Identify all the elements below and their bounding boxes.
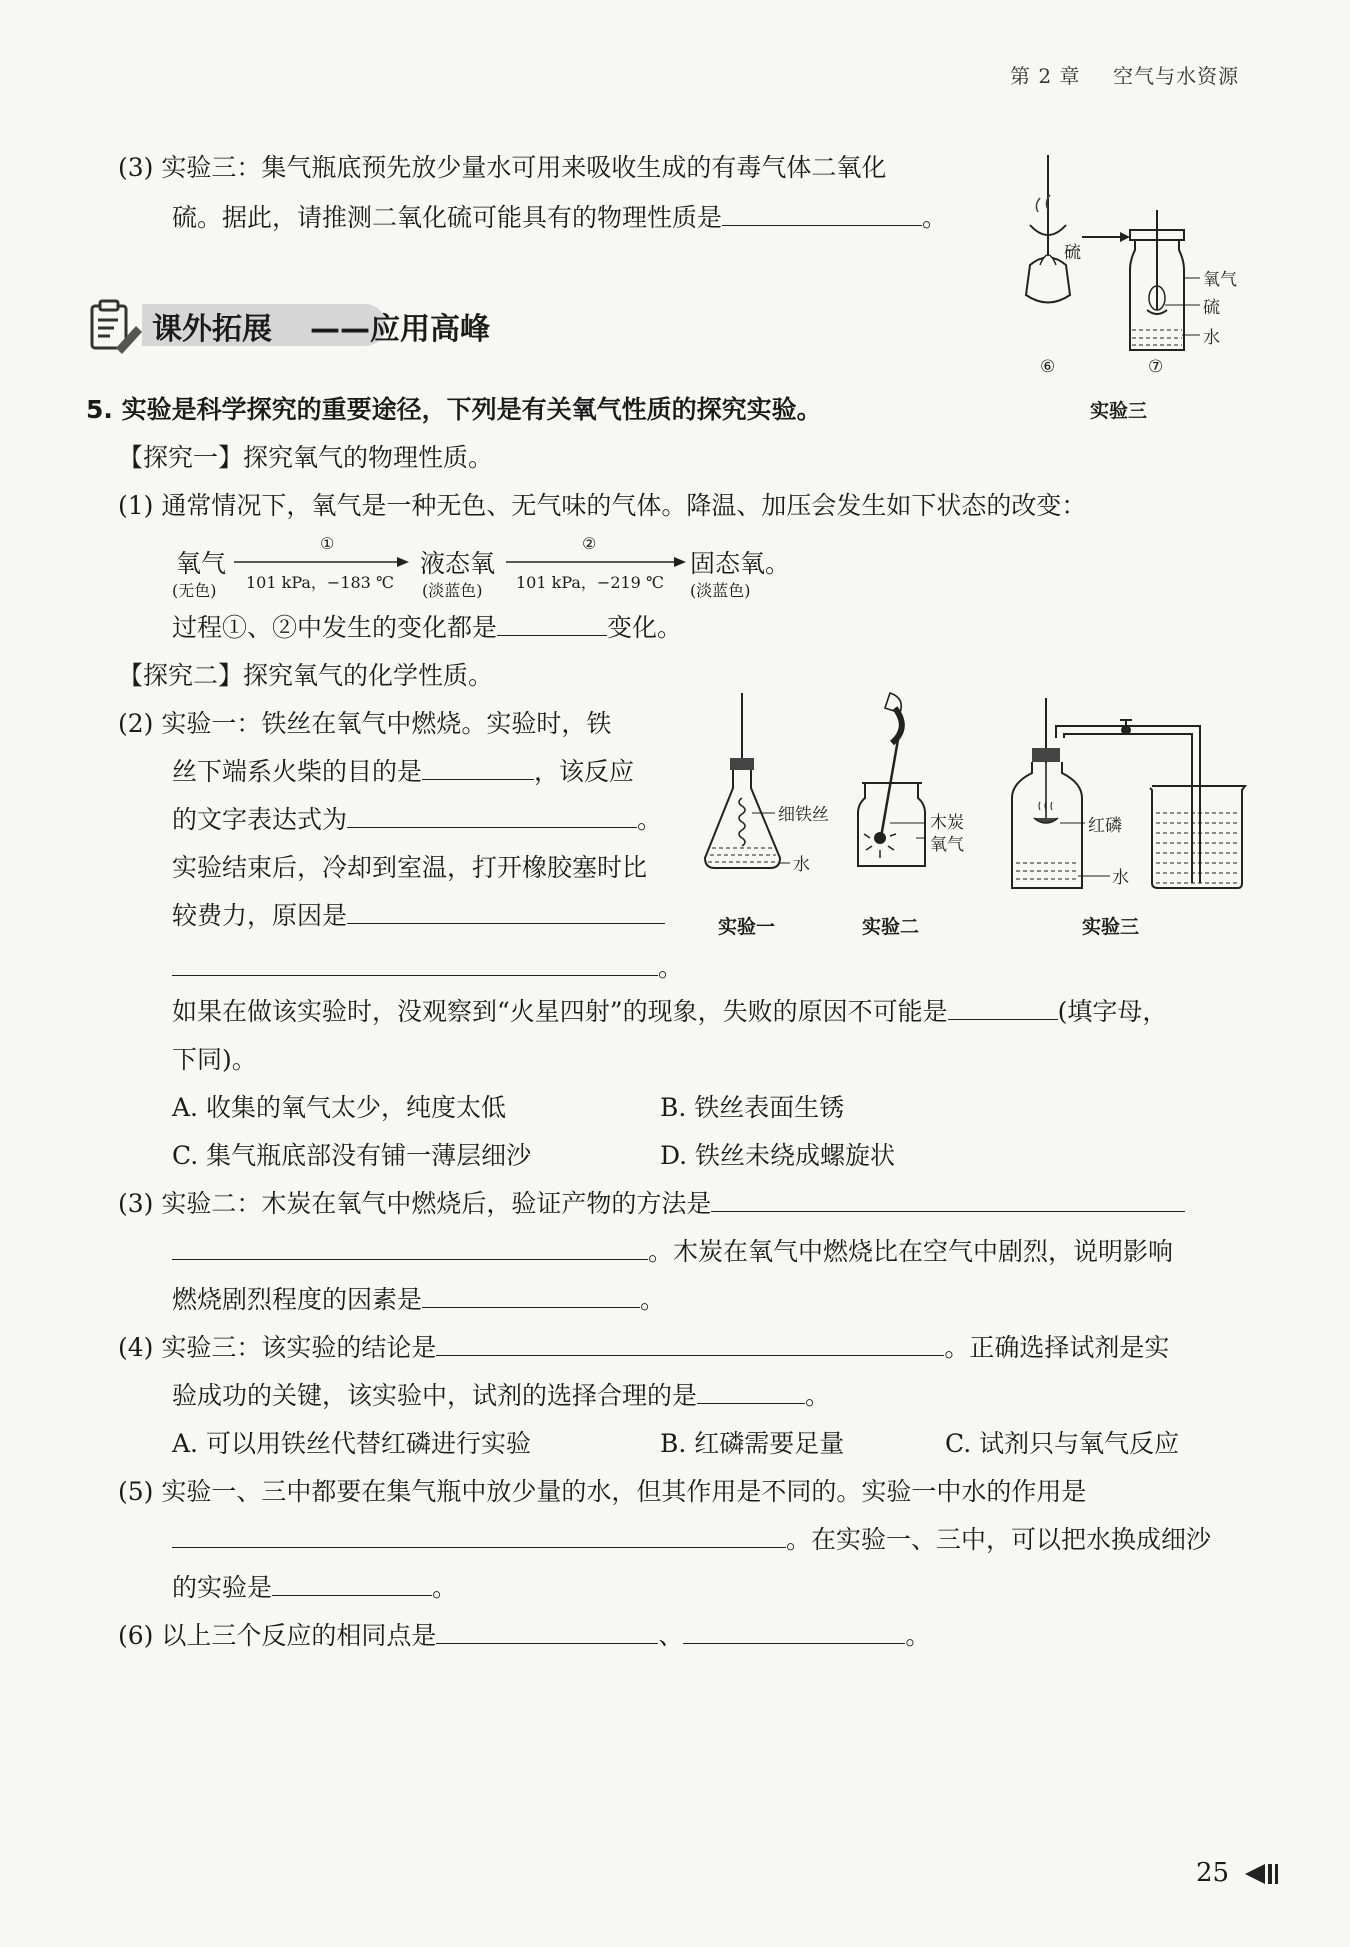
answer-blank[interactable] <box>347 805 637 828</box>
answer-blank[interactable] <box>422 757 534 780</box>
answer-blank[interactable] <box>272 1573 432 1596</box>
q5-part4-line1 <box>118 1332 1169 1364</box>
q5-part3-line2 <box>172 1236 1173 1268</box>
chapter-title: 空气与水资源 <box>1113 64 1240 88</box>
scheme-step2: ② <box>582 534 597 553</box>
chapter-number: 第 2 章 <box>1010 64 1081 88</box>
label-oxygen-exp2: 氧气 <box>930 835 964 855</box>
p5-l3b: 。 <box>432 1573 458 1602</box>
scheme-arrow2 <box>506 556 686 568</box>
scheme-liquid-oxygen: 液态氧 <box>420 549 496 578</box>
answer-blank[interactable] <box>948 997 1058 1020</box>
label-num7: ⑦ <box>1148 357 1164 377</box>
figure-top-caption: 实验三 <box>1090 400 1148 422</box>
label-water-exp3: 水 <box>1112 868 1129 888</box>
p4-l2b: 。 <box>805 1381 831 1410</box>
q5-part6 <box>118 1620 930 1652</box>
p2-l6b: 。 <box>658 953 684 982</box>
answer-blank[interactable] <box>497 613 607 636</box>
p6-a: (6) 以上三个反应的相同点是 <box>118 1621 437 1650</box>
state-change-scheme <box>172 534 872 610</box>
q5-part2-line7 <box>172 996 1167 1028</box>
q5-part3-line1 <box>118 1188 1185 1220</box>
caption-exp1: 实验一 <box>718 916 776 938</box>
answer-blank[interactable] <box>172 953 658 976</box>
scheme-liquid-note: (淡蓝色) <box>422 581 483 600</box>
q5-part2-line4: 实验结束后，冷却到室温，打开橡胶塞时比 <box>172 853 648 882</box>
p2-l2a: 丝下端系火柴的目的是 <box>172 757 423 786</box>
label-iron-wire: 细铁丝 <box>778 805 829 825</box>
q5-part2-line3 <box>172 804 662 836</box>
scheme-solid-oxygen: 固态氧。 <box>690 549 791 578</box>
p2-l2b: ，该反应 <box>534 757 635 786</box>
option-c: C. 集气瓶底部没有铺一薄层细沙 <box>172 1141 532 1170</box>
answer-blank[interactable] <box>722 203 922 226</box>
p3-l3a: 燃烧剧烈程度的因素是 <box>172 1285 423 1314</box>
p3-l3b: 。 <box>640 1285 666 1314</box>
answer-blank[interactable] <box>436 1333 944 1356</box>
label-water-top: 水 <box>1203 328 1220 348</box>
q5-part3-line3 <box>172 1284 665 1316</box>
p6-sep: 、 <box>658 1621 684 1650</box>
scheme-oxygen-note: (无色) <box>172 581 217 600</box>
option-b: B. 铁丝表面生锈 <box>660 1093 845 1122</box>
option-a: A. 收集的氧气太少，纯度太低 <box>172 1093 506 1122</box>
q5-part5-line1: (5) 实验一、三中都要在集气瓶中放少量的水，但其作用是不同的。实验一中水的作用是 <box>118 1477 1087 1506</box>
page-number-text: 25 <box>1196 1858 1230 1888</box>
label-water-exp1: 水 <box>793 855 810 875</box>
label-oxygen-top: 氧气 <box>1203 270 1237 290</box>
p6-end: 。 <box>905 1621 931 1650</box>
p3-l2b: 。木炭在氧气中燃烧比在空气中剧烈，说明影响 <box>648 1237 1174 1266</box>
explore-one: 【探究一】探究氧气的物理性质。 <box>118 443 494 472</box>
option-d: D. 铁丝未绕成螺旋状 <box>660 1141 896 1170</box>
experiment-three-top-figure <box>1000 150 1260 430</box>
q3-top-period: 。 <box>922 203 948 232</box>
q5-intro-text: 5. 实验是科学探究的重要途径，下列是有关氧气性质的探究实验。 <box>86 395 822 424</box>
answer-blank[interactable] <box>436 1621 658 1644</box>
q5-part4-line2 <box>172 1380 830 1412</box>
q5-part2-line5 <box>172 900 665 932</box>
label-sulfur-top: 硫 <box>1064 243 1081 263</box>
q5-part2-line2 <box>172 756 634 788</box>
wide-jar <box>858 783 925 866</box>
p4-l1b: 。正确选择试剂是实 <box>944 1333 1170 1362</box>
label-sulfur-jar: 硫 <box>1203 298 1220 318</box>
notebook-pen-icon <box>86 298 146 354</box>
p2-l3b: 。 <box>637 805 663 834</box>
q5-part1: (1) 通常情况下，氧气是一种无色、无气味的气体。降温、加压会发生如下状态的改变： <box>118 491 1087 520</box>
tongs <box>880 728 900 843</box>
answer-blank[interactable] <box>172 1525 786 1548</box>
q5-part2-line6 <box>172 952 683 984</box>
q1-suffix: 变化。 <box>607 613 683 642</box>
label-num6: ⑥ <box>1040 357 1056 377</box>
q5-part2-line1: (2) 实验一：铁丝在氧气中燃烧。实验时，铁 <box>118 709 612 738</box>
q5-part2-line8: 下同)。 <box>172 1045 257 1074</box>
label-charcoal: 木炭 <box>930 813 964 833</box>
q5-intro <box>86 394 822 426</box>
page-arrow-icon <box>1243 1862 1283 1886</box>
iron-coil <box>739 798 745 846</box>
explore-two: 【探究二】探究氧气的化学性质。 <box>118 661 494 690</box>
page-number <box>1196 1858 1283 1888</box>
scheme-oxygen: 氧气 <box>176 549 227 578</box>
scheme-cond1: 101 kPa，−183 ℃ <box>246 573 394 592</box>
experiments-figure <box>690 688 1250 898</box>
q3-top-line2 <box>172 202 947 234</box>
p2-l7b: (填字母， <box>1057 997 1168 1026</box>
p4-option-a: A. 可以用铁丝代替红磷进行实验 <box>172 1429 531 1458</box>
q3-top-prefix: 硫。据此，请推测二氧化硫可能具有的物理性质是 <box>172 203 723 232</box>
conical-flask <box>705 770 780 868</box>
scheme-solid-note: (淡蓝色) <box>690 581 751 600</box>
p2-l5: 较费力，原因是 <box>172 901 348 930</box>
answer-blank[interactable] <box>422 1285 640 1308</box>
caption-exp3: 实验三 <box>1082 916 1140 938</box>
chapter-header <box>1010 60 1239 89</box>
q1-prefix: 过程①、②中发生的变化都是 <box>172 613 498 642</box>
answer-blank[interactable] <box>347 901 665 924</box>
p5-l3a: 的实验是 <box>172 1573 273 1602</box>
q3-top-line1: (3) 实验三：集气瓶底预先放少量水可用来吸收生成的有毒气体二氧化 <box>118 153 887 182</box>
scheme-step1: ① <box>320 534 335 553</box>
scheme-cond2: 101 kPa，−219 ℃ <box>516 573 664 592</box>
section-title: 课外拓展 <box>152 312 272 347</box>
p4-option-b: B. 红磷需要足量 <box>660 1429 845 1458</box>
answer-blank[interactable] <box>697 1381 805 1404</box>
p4-l2a: 验成功的关键，该实验中，试剂的选择合理的是 <box>172 1381 698 1410</box>
p4-option-c: C. 试剂只与氧气反应 <box>945 1429 1180 1458</box>
section-banner <box>86 298 306 350</box>
caption-exp2: 实验二 <box>862 916 920 938</box>
q5-part5-line3 <box>172 1572 457 1604</box>
p3-l1: (3) 实验二：木炭在氧气中燃烧后，验证产物的方法是 <box>118 1189 712 1218</box>
label-red-phosphorus: 红磷 <box>1088 816 1122 836</box>
q5-part5-line2 <box>172 1524 1211 1556</box>
q5-part1-question <box>172 612 682 644</box>
p4-l1a: (4) 实验三：该实验的结论是 <box>118 1333 437 1362</box>
section-subtitle: ——应用高峰 <box>310 312 490 347</box>
answer-blank[interactable] <box>683 1621 905 1644</box>
gas-jar-exp3 <box>1012 762 1082 888</box>
p2-l7a: 如果在做该实验时，没观察到“火星四射”的现象，失败的原因不可能是 <box>172 997 948 1026</box>
p2-l3a: 的文字表达式为 <box>172 805 348 834</box>
p5-l2b: 。在实验一、三中，可以把水换成细沙 <box>786 1525 1212 1554</box>
scheme-arrow1 <box>234 556 409 568</box>
answer-blank[interactable] <box>172 1237 648 1260</box>
answer-blank[interactable] <box>711 1189 1185 1212</box>
